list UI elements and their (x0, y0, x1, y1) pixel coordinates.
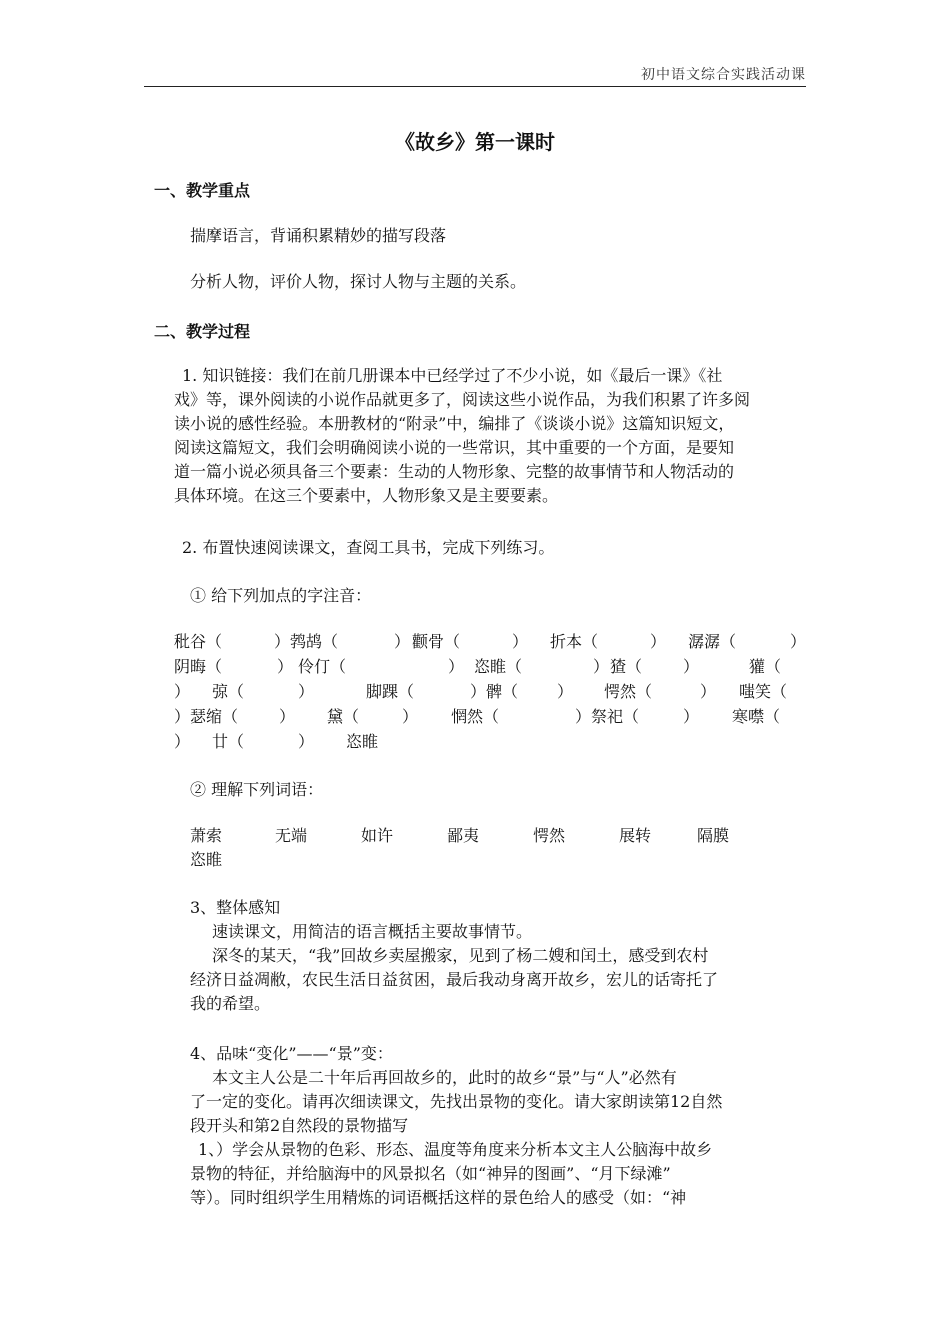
exercise-instruction: 2. 布置快速阅读课文，查阅工具书，完成下列练习。 (182, 538, 555, 557)
vocab-word: 如许 (361, 826, 394, 845)
pinyin-cell: 恣睢 (346, 732, 379, 751)
pinyin-cell: ）鹁鸪（ (274, 632, 339, 651)
paragraph-line: 1. 知识链接：我们在前几册课本中已经学过了不少小说，如《最后一课》《社 (182, 366, 723, 385)
pinyin-cell: 獾（ (749, 657, 782, 676)
vocab-word: 隔膜 (697, 826, 730, 845)
paragraph-line: 经济日益凋敝，农民生活日益贫困，最后我动身离开故乡，宏儿的话寄托了 (190, 970, 719, 989)
section-heading-process: 二、教学过程 (154, 322, 251, 341)
pinyin-cell: 猹（ (610, 657, 643, 676)
pinyin-cell: ） (174, 732, 191, 751)
exercise-q2-heading: ② 理解下列词语： (190, 780, 324, 799)
paragraph-line: 段开头和第2自然段的景物描写 (190, 1116, 409, 1135)
focus-item: 揣摩语言，背诵积累精妙的描写段落 (190, 226, 447, 245)
pinyin-cell: ） (700, 682, 717, 701)
pinyin-cell: ） (512, 632, 529, 651)
pinyin-cell: ） (683, 707, 700, 726)
paragraph-line: 深冬的某天，“我”回故乡卖屋搬家，见到了杨二嫂和闰土，感受到农村 (212, 946, 709, 965)
exercise-q1-heading: ① 给下列加点的字注音： (190, 586, 372, 605)
pinyin-cell: 寒噤（ (732, 707, 781, 726)
pinyin-cell: 愕然（ (604, 682, 653, 701)
pinyin-cell: 颧骨（ (412, 632, 461, 651)
paragraph-line: 了一定的变化。请再次细读课文，先找出景物的变化。请大家朗读第12自然 (190, 1092, 723, 1111)
pinyin-cell: 脚踝（ (366, 682, 415, 701)
pinyin-cell: 嗤笑（ (739, 682, 788, 701)
pinyin-cell: ）祭祀（ (575, 707, 640, 726)
page-title: 《故乡》第一课时 (395, 130, 555, 154)
pinyin-cell: ）瑟缩（ (174, 707, 239, 726)
pinyin-cell: ） (790, 632, 807, 651)
pinyin-cell: ） (394, 632, 411, 651)
pinyin-cell: 惘然（ (451, 707, 500, 726)
pinyin-cell: ） (277, 657, 294, 676)
pinyin-cell: 秕谷（ (174, 632, 223, 651)
pinyin-cell: 廿（ (212, 732, 245, 751)
vocab-word: 鄙夷 (447, 826, 480, 845)
pinyin-cell: 折本（ (550, 632, 599, 651)
pinyin-cell: ） (298, 732, 315, 751)
pinyin-cell: ） (448, 657, 465, 676)
paragraph-line: 我的希望。 (190, 994, 271, 1013)
pinyin-cell: ） (650, 632, 667, 651)
pinyin-cell: ） (279, 707, 296, 726)
header-rule (144, 86, 806, 87)
paragraph-line: 1、）学会从景物的色彩、形态、温度等角度来分析本文主人公脑海中故乡 (198, 1140, 713, 1159)
vocab-word: 无端 (275, 826, 308, 845)
paragraph-line: 道一篇小说必须具备三个要素：生动的人物形象、完整的故事情节和人物活动的 (174, 462, 735, 481)
pinyin-cell: ） (174, 682, 191, 701)
running-header: 初中语文综合实践活动课 (641, 67, 806, 83)
pinyin-cell: ） (593, 657, 610, 676)
step4-heading: 4、品味“变化”——“景”变： (190, 1044, 393, 1063)
step3-task: 速读课文，用简洁的语言概括主要故事情节。 (212, 922, 533, 941)
paragraph-line: 读小说的感性经验。本册教材的“附录”中，编排了《谈谈小说》这篇知识短文， (174, 414, 735, 433)
paragraph-line: 戏》等，课外阅读的小说作品就更多了，阅读这些小说作品，为我们积累了许多阅 (174, 390, 751, 409)
paragraph-line: 本文主人公是二十年后再回故乡的，此时的故乡“景”与“人”必然有 (212, 1068, 677, 1087)
pinyin-cell: ） (402, 707, 419, 726)
pinyin-cell: ） (557, 682, 574, 701)
focus-item: 分析人物，评价人物，探讨人物与主题的关系。 (190, 272, 527, 291)
pinyin-cell: 恣睢（ (474, 657, 523, 676)
paragraph-line: 等）。同时组织学生用精炼的词语概括这样的景色给人的感受（如：“神 (190, 1188, 687, 1207)
pinyin-cell: 潺潺（ (688, 632, 737, 651)
section-heading-focus: 一、教学重点 (154, 181, 251, 200)
pinyin-cell: ） (683, 657, 700, 676)
vocab-word: 展转 (619, 826, 652, 845)
pinyin-cell: 黛（ (327, 707, 360, 726)
paragraph-line: 阅读这篇短文，我们会明确阅读小说的一些常识，其中重要的一个方面，是要知 (174, 438, 735, 457)
vocab-word: 愕然 (533, 826, 566, 845)
paragraph-line: 具体环境。在这三个要素中，人物形象又是主要要素。 (174, 486, 559, 505)
pinyin-cell: ）髀（ (470, 682, 519, 701)
pinyin-cell: 伶仃（ (298, 657, 347, 676)
vocab-word: 萧索 (190, 826, 223, 845)
step3-heading: 3、整体感知 (190, 898, 281, 917)
pinyin-cell: ） (298, 682, 315, 701)
paragraph-line: 景物的特征，并给脑海中的风景拟名（如“神异的图画”、“月下绿滩” (190, 1164, 671, 1183)
pinyin-cell: 阴晦（ (174, 657, 223, 676)
pinyin-cell: 弶（ (212, 682, 245, 701)
vocab-word: 恣睢 (190, 850, 223, 869)
